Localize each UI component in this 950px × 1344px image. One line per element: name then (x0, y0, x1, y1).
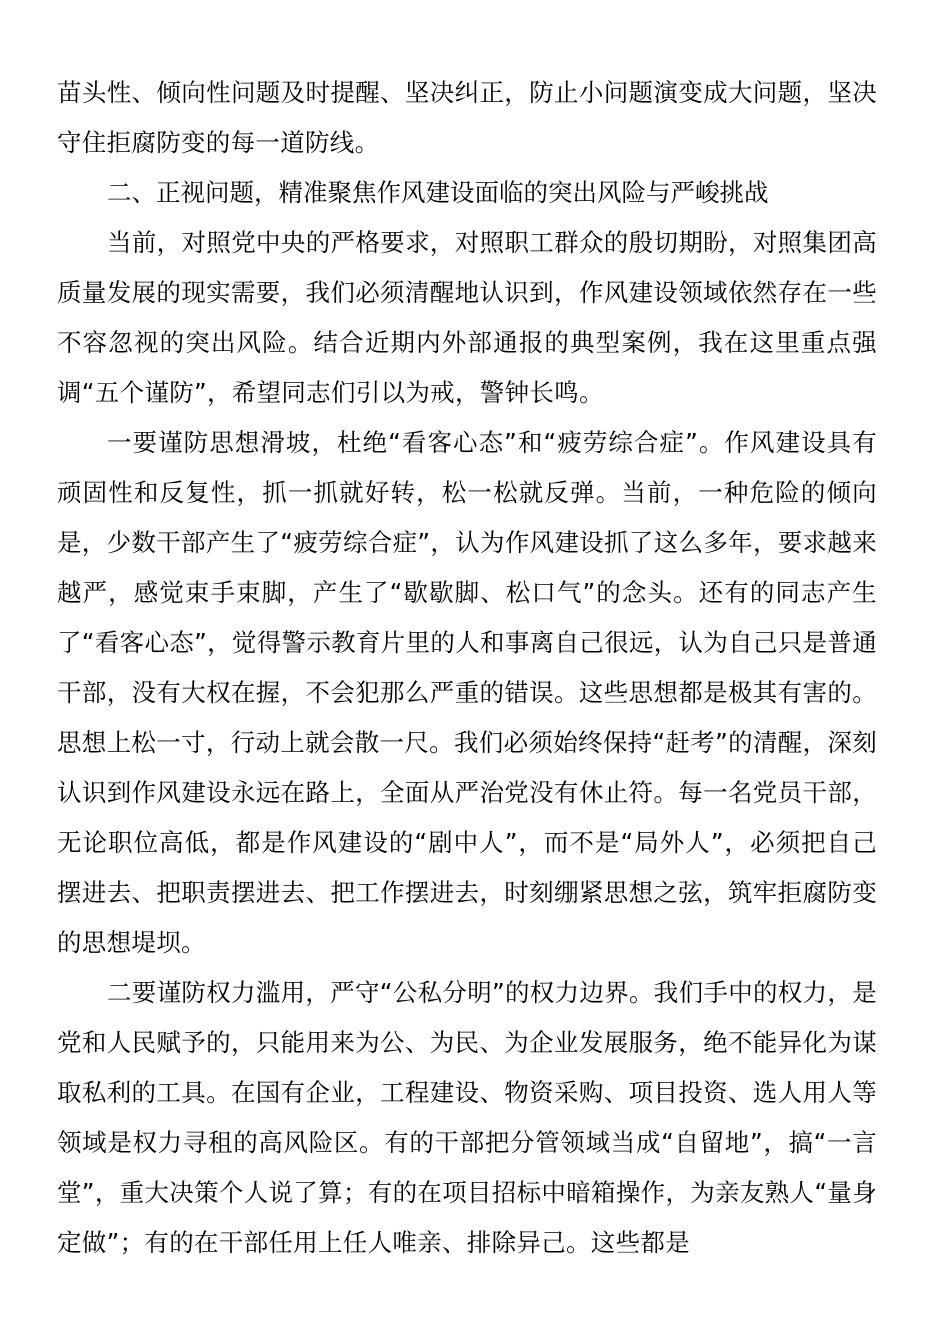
paragraph-intro: 当前，对照党中央的严格要求，对照职工群众的殷切期盼，对照集团高质量发展的现实需要，我们必须清醒地认识到，作风建设领域依然存在一些不容忽视的突出风险。结合近期内外部通报的典型案例，我在这里重点强调“五个谨防”，希望同志们引以为戒，警钟长鸣。 (57, 228, 877, 407)
paragraph-point-one: 一要谨防思想滑坡，杜绝“看客心态”和“疲劳综合症”。作风建设具有顽固性和反复性，抓一抓就好转，松一松就反弹。当前，一种危险的倾向是，少数干部产生了“疲劳综合症”，认为作风建设抓了这么多年，要求越来越严，感觉束手束脚，产生了“歇歇脚、松口气”的念头。还有的同志产生了“看客心态”，觉得警示教育片里的人和事离自己很远，认为自己只是普通干部，没有大权在握，不会犯那么严重的错误。这些思想都是极其有害的。思想上松一寸，行动上就会散一尺。我们必须始终保持“赶考”的清醒，深刻认识到作风建设永远在路上，全面从严治党没有休止符。每一名党员干部，无论职位高低，都是作风建设的“剧中人”，而不是“局外人”，必须把自己摆进去、把职责摆进去、把工作摆进去，时刻绷紧思想之弦，筑牢拒腐防变的思想堤坝。 (57, 428, 877, 957)
paragraph-continuation: 苗头性、倾向性问题及时提醒、坚决纠正，防止小问题演变成大问题，坚决守住拒腐防变的每一道防线。 (57, 78, 877, 157)
section-heading: 二、正视问题，精准聚焦作风建设面临的突出风险与严峻挑战 (107, 178, 769, 207)
paragraph-point-two: 二要谨防权力滥用，严守“公私分明”的权力边界。我们手中的权力，是党和人民赋予的，只能用来为公、为民、为企业发展服务，绝不能异化为谋取私利的工具。在国有企业，工程建设、物资采购、项目投资、选人用人等领域是权力寻租的高风险区。有的干部把分管领域当成“自留地”，搞“一言堂”，重大决策个人说了算；有的在项目招标中暗箱操作，为亲友熟人“量身定做”；有的在干部任用上任人唯亲、排除异己。这些都是 (57, 978, 877, 1257)
document-page (57, 68, 877, 1268)
